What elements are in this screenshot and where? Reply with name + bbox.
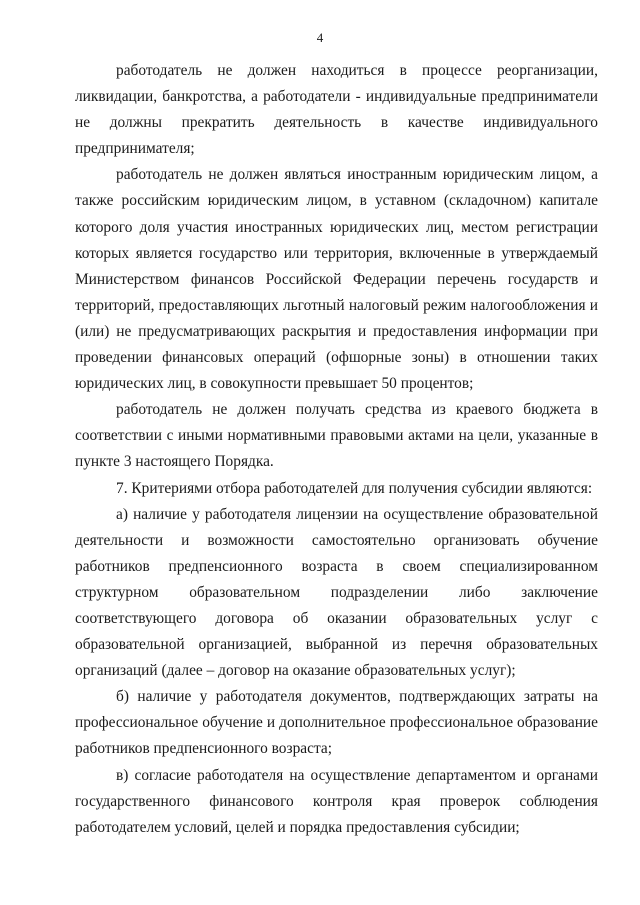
page-number: 4 [316, 30, 324, 45]
paragraph-no-reorganization: работодатель не должен находиться в процессе реорганизации, ликвидации, банкротства, а работодатели - индивидуальные предприниматели не должны прекратить деятельность в качестве индивидуального предпринимателя; [75, 62, 598, 158]
paragraph-not-foreign-entity: работодатель не должен являться иностранным юридическим лицом, а также российским юридическим лицом, в уставном (складочном) капитале которого доля участия иностранных юридических лиц, местом регистрации которых является государство или территория, включенные в утверждаемый Министерством финансов Российской Федерации перечень государств и территорий, предоставляющих льготный налоговый режим налогообложения и (или) не предусматривающих раскрытия и предоставления информации при проведении финансовых операций (офшорные зоны) в отношении таких юридических лиц, в совокупности превышает 50 процентов; [75, 166, 598, 393]
paragraph-criterion-c: в) согласие работодателя на осуществление департаментом и органами государственного финансового контроля края проверок соблюдения работодателем условий, целей и порядка предоставления субсидии; [75, 766, 598, 836]
document-body [75, 58, 598, 841]
paragraph-criterion-a: а) наличие у работодателя лицензии на осуществление образовательной деятельности и возможности самостоятельно организовать обучение работников предпенсионного возраста в своем специализированном структурном образовательном подразделении либо заключение соответствующего договора об оказании образовательных услуг с образовательной организацией, выбранной из перечня образовательных организаций (далее – договор на оказание образовательных услуг); [75, 505, 598, 680]
paragraph-criterion-b: б) наличие у работодателя документов, подтверждающих затраты на профессиональное обучение и дополнительное профессиональное образование работников предпенсионного возраста; [75, 688, 598, 758]
paragraph-no-other-budget-funds: работодатель не должен получать средства из краевого бюджета в соответствии с иными нормативными правовыми актами на цели, указанные в пункте 3 настоящего Порядка. [75, 401, 598, 471]
paragraph-selection-criteria-heading: 7. Критериями отбора работодателей для получения субсидии являются: [116, 479, 593, 497]
